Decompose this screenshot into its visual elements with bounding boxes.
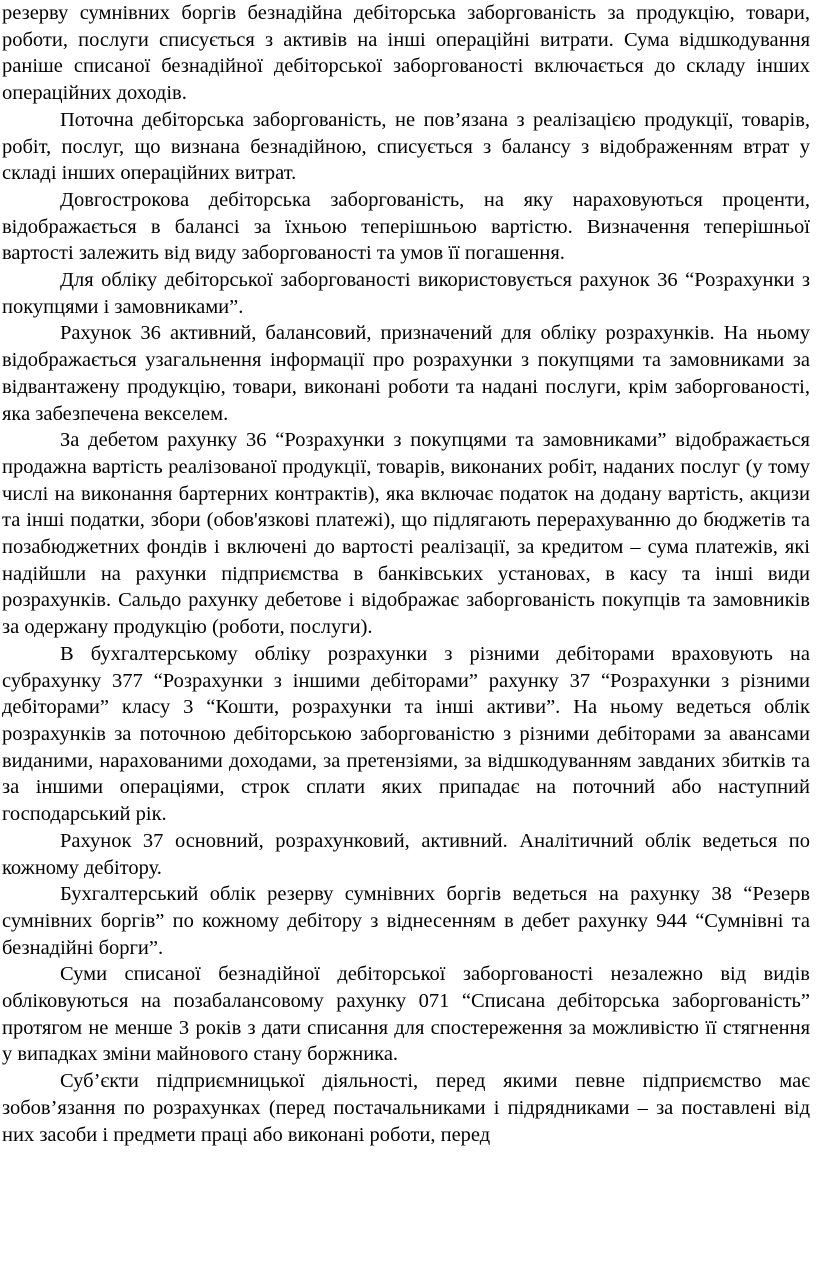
paragraph-2: Поточна дебіторська заборгованість, не пов’язана з реалізацією продукції, товарів, робіт, послуг, що визнана безнадійною, списується з балансу з відображенням втрат у складі інших операційних витрат.	[2, 108, 810, 185]
paragraph-7: В бухгалтерському обліку розрахунки з різними дебіторами враховують на субрахунку 377 “Розрахунки з іншими дебіторами” рахунку 37 “Розрахунки з різними дебіторами” класу 3 “Кошти, розрахунки та інші активи”. На ньому ведеться облік розрахунків за поточною дебіторською заборгованістю з різними дебіторами за авансами виданими, нарахованими доходами, за претензіями, за відшкодуванням завданих збитків та за іншими операціями, строк сплати яких припадає на поточний або наступний господарський рік.	[2, 642, 810, 826]
paragraph-1: резерву сумнівних боргів безнадійна дебіторська заборгованість за продукцію, товари, роботи, послуги списується з активів на інші операційні витрати. Сума відшкодування раніше списаної безнадійної дебіторської заборгованості включається до складу інших операційних доходів.	[2, 2, 810, 105]
paragraph-8: Рахунок 37 основний, розрахунковий, активний. Аналітичний облік ведеться по кожному дебітору.	[2, 829, 810, 879]
paragraph-9: Бухгалтерський облік резерву сумнівних боргів ведеться на рахунку 38 “Резерв сумнівних боргів” по кожному дебітору з віднесенням в дебет рахунку 944 “Сумнівні та безнадійні борги”.	[2, 883, 810, 959]
paragraph-10: Суми списаної безнадійної дебіторської заборгованості незалежно від видів обліковуються на позабалансовому рахунку 071 “Списана дебіторська заборгованість” протягом не менше 3 років з дати списання для спостереження за можливістю її стягнення у випадках зміни майнового стану боржника.	[2, 963, 810, 1066]
paragraph-3: Довгострокова дебіторська заборгованість, на яку нараховуються проценти, відображається в балансі за їхньою теперішньою вартістю. Визначення теперішньої вартості залежить від виду заборгованості та умов її погашення.	[2, 188, 810, 265]
paragraph-11: Суб’єкти підприємницької діяльності, перед якими певне підприємство має зобов’язання по розрахунках (перед постачальниками і підрядниками – за поставлені від них засоби і предмети праці або виконані роботи, перед	[2, 1070, 810, 1146]
paragraph-6: За дебетом рахунку 36 “Розрахунки з покупцями та замовниками” відображається продажна вартість реалізованої продукції, товарів, виконаних робіт, наданих послуг (у тому числі на виконання бартерних контрактів), яка включає податок на додану вартість, акцизи та інші податки, збори (обов'язкові платежі), що підлягають перерахуванню до бюджетів та позабюджетних фондів і включені до вартості реалізації, за кредитом – сума платежів, які надійшли на рахунки підприємства в банківських установах, в касу та інші види розрахунків. Сальдо рахунку дебетове і відображає заборгованість покупців та замовників за одержану продукцію (роботи, послуги).	[2, 429, 810, 639]
paragraph-4: Для обліку дебіторської заборгованості використовується рахунок 36 “Розрахунки з покупцями і замовниками”.	[2, 269, 810, 318]
paragraph-5: Рахунок 36 активний, балансовий, призначений для обліку розрахунків. На ньому відображається узагальнення інформації про розрахунки з покупцями та замовниками за відвантажену продукцію, товари, виконані роботи та надані послуги, крім заборгованості, яка забезпечена векселем.	[2, 322, 810, 425]
